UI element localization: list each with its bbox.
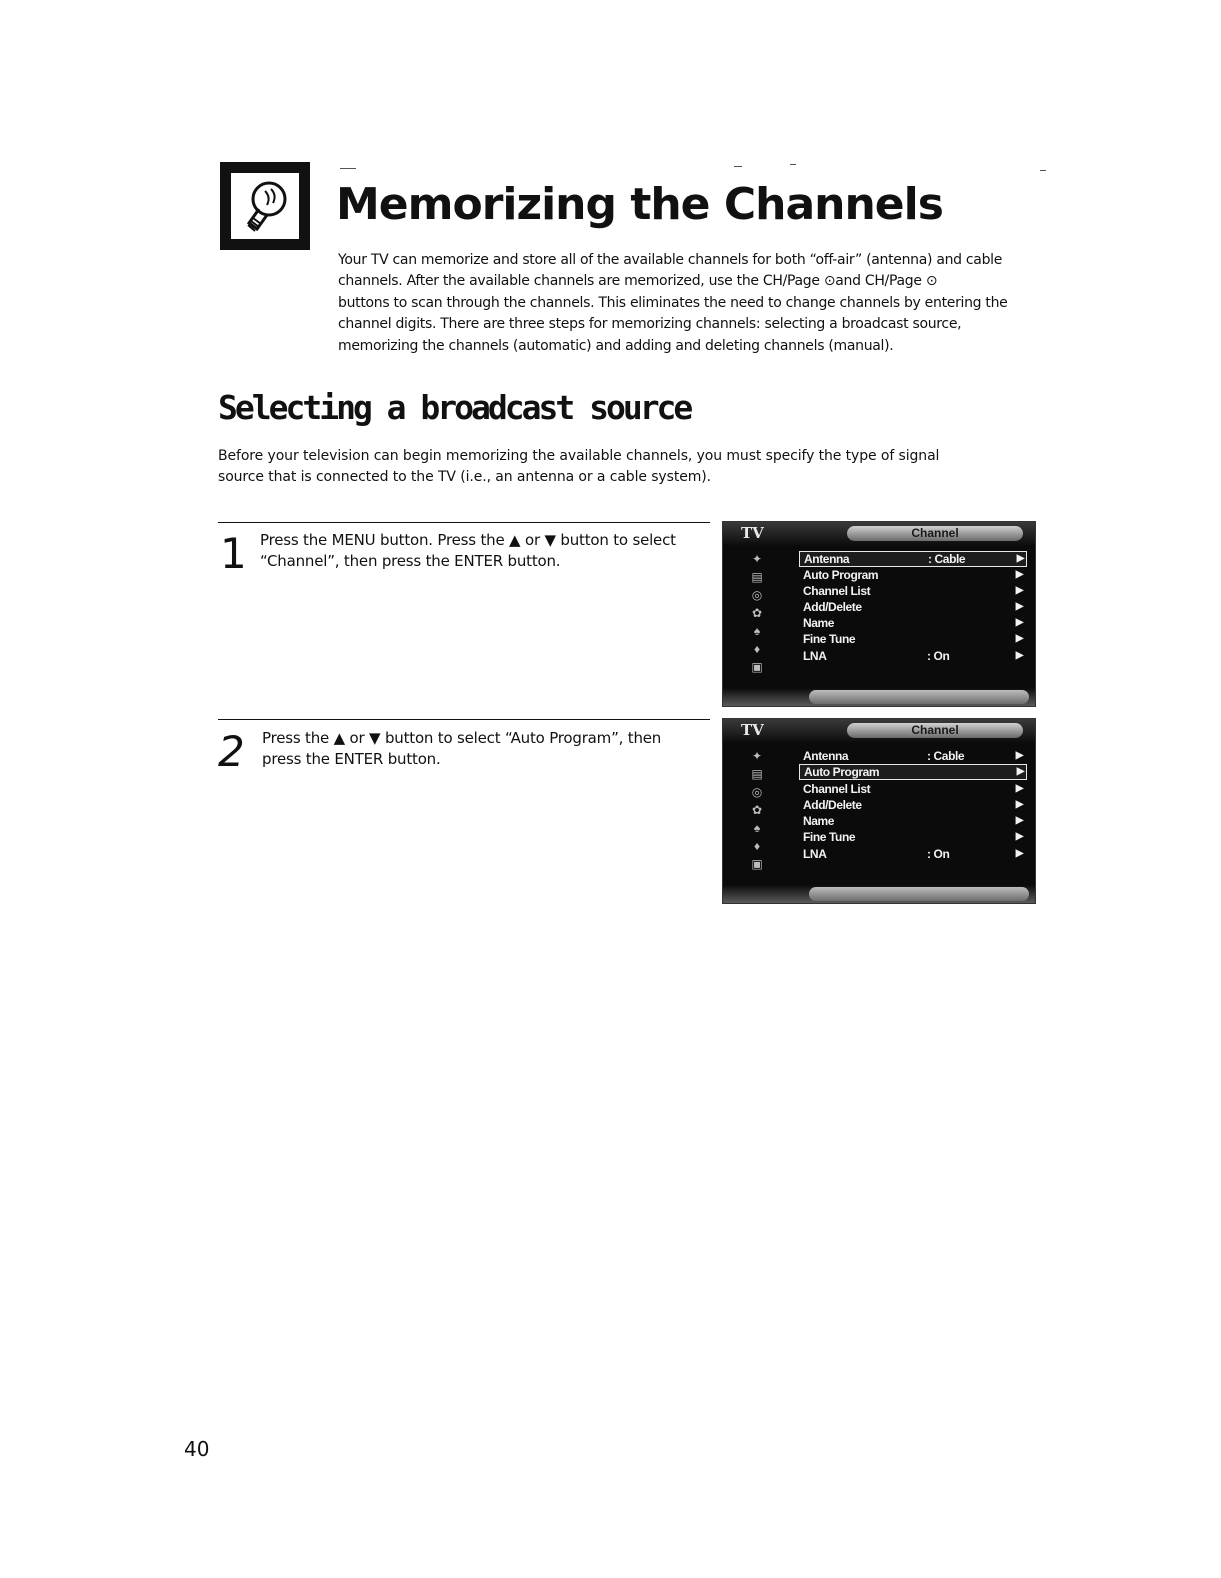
setup-icon: ✿	[751, 606, 763, 620]
menu-item-label: Name	[803, 814, 835, 828]
menu-item-lna	[799, 846, 1025, 862]
arrow-right-icon: ▶	[1015, 569, 1023, 580]
arrow-right-icon: ▶	[1016, 766, 1024, 777]
menu-item-label: Add/Delete	[803, 798, 862, 812]
menu-item-fine-tune	[799, 829, 1025, 845]
menu-item-antenna	[799, 748, 1025, 764]
arrow-right-icon: ▶	[1015, 815, 1023, 826]
arrow-right-icon: ▶	[1015, 750, 1023, 761]
arrow-right-icon: ▶	[1015, 783, 1023, 794]
page-title: Memorizing the Channels	[336, 179, 943, 230]
tv-label: TV	[741, 721, 764, 739]
menu-item-label: Channel List	[803, 782, 871, 796]
menu-item-label: Channel List	[803, 584, 871, 598]
arrow-right-icon: ▶	[1015, 601, 1023, 612]
section-intro-line: source that is connected to the TV (i.e., an antenna or a cable system).	[218, 469, 711, 485]
step-line: “Channel”, then press the ENTER button.	[260, 552, 561, 570]
menu-item-name	[799, 615, 1025, 631]
menu-item-value: : Cable	[927, 749, 965, 763]
intro-line: memorizing the channels (automatic) and adding and deleting channels (manual).	[338, 337, 894, 354]
lightbulb-icon	[220, 162, 310, 250]
section-heading: Selecting a broadcast source	[218, 388, 691, 427]
intro-paragraph	[338, 250, 1038, 357]
step-instructions	[262, 728, 712, 770]
arrow-right-icon: ▶	[1015, 617, 1023, 628]
page-number: 40	[184, 1437, 210, 1461]
arrow-right-icon: ▶	[1015, 585, 1023, 596]
tv-menu-screenshot	[722, 718, 1036, 904]
menu-item-label: Name	[803, 616, 835, 630]
step-line: press the ENTER button.	[262, 750, 441, 768]
menu-item-channel-list	[799, 583, 1025, 599]
menu-bottom-bar	[723, 688, 1035, 706]
menu-item-label: Antenna	[804, 552, 850, 566]
channel-icon: ◎	[751, 588, 763, 602]
scan-speck	[734, 166, 742, 167]
menu-item-label: Auto Program	[804, 765, 880, 779]
feature-icon: ♦	[753, 839, 761, 853]
arrow-right-icon: ▶	[1016, 553, 1024, 564]
menu-item-add-delete	[799, 599, 1025, 615]
menu-item-label: LNA	[803, 847, 827, 861]
menu-item-auto-program	[799, 567, 1025, 583]
menu-side-icons	[745, 749, 775, 875]
step-number: 1	[220, 529, 247, 578]
menu-item-channel-list	[799, 781, 1025, 797]
menu-item-add-delete	[799, 797, 1025, 813]
menu-item-auto-program	[799, 764, 1027, 780]
menu-item-value: : Cable	[928, 552, 966, 566]
scan-speck	[1040, 170, 1046, 171]
sound-icon: ▤	[751, 767, 763, 781]
intro-line: buttons to scan through the channels. This eliminates the need to change channels by entering the	[338, 294, 1008, 311]
step-line: Press the MENU button. Press the ▲ or ▼ button to select	[260, 531, 676, 549]
intro-line: channels. After the available channels are memorized, use the CH/Page ⊙and CH/Page ⊙	[338, 273, 938, 290]
step-divider	[218, 719, 710, 720]
step-instructions	[260, 530, 720, 572]
step-number: 2	[218, 727, 245, 776]
menu-item-name	[799, 813, 1025, 829]
tv-label: TV	[741, 524, 764, 542]
picture-icon: ✦	[751, 749, 763, 763]
menu-item-label: Fine Tune	[803, 632, 856, 646]
menu-item-label: Add/Delete	[803, 600, 862, 614]
step-line: Press the ▲ or ▼ button to select “Auto Program”, then	[262, 729, 662, 747]
intro-line: Your TV can memorize and store all of the available channels for both “off-air” (antenna) and cable	[338, 252, 1003, 268]
menu-bottom-bar	[723, 885, 1035, 903]
tab-channel: Channel	[847, 723, 1023, 738]
menu-item-fine-tune	[799, 631, 1025, 647]
feature-icon: ♦	[753, 642, 761, 656]
menu-item-antenna	[799, 551, 1027, 567]
tab-channel: Channel	[847, 526, 1023, 541]
arrow-right-icon: ▶	[1015, 831, 1023, 842]
section-intro-line: Before your television can begin memorizing the available channels, you must specify the type of signal	[218, 448, 940, 464]
arrow-right-icon: ▶	[1015, 799, 1023, 810]
section-intro	[218, 446, 1048, 488]
tv-menu-screenshot	[722, 521, 1036, 707]
picture-icon: ✦	[751, 552, 763, 566]
scan-speck	[790, 164, 796, 165]
channel-icon: ◎	[751, 785, 763, 799]
tv-mode-icon: ▣	[751, 660, 763, 674]
intro-line: channel digits. There are three steps for memorizing channels: selecting a broadcast source,	[338, 316, 962, 333]
menu-item-value: : On	[927, 649, 950, 663]
menu-side-icons	[745, 552, 775, 678]
menu-help-bar	[809, 887, 1029, 901]
menu-item-lna	[799, 648, 1025, 664]
menu-help-bar	[809, 690, 1029, 704]
menu-item-label: Fine Tune	[803, 830, 856, 844]
sound-icon: ▤	[751, 570, 763, 584]
menu-item-label: Auto Program	[803, 568, 879, 582]
menu-item-value: : On	[927, 847, 950, 861]
tv-mode-icon: ▣	[751, 857, 763, 871]
arrow-right-icon: ▶	[1015, 633, 1023, 644]
scan-speck	[340, 168, 356, 169]
input-icon: ♠	[753, 821, 761, 835]
setup-icon: ✿	[751, 803, 763, 817]
menu-item-label: LNA	[803, 649, 827, 663]
menu-item-label: Antenna	[803, 749, 849, 763]
step-divider	[218, 522, 710, 523]
arrow-right-icon: ▶	[1015, 650, 1023, 661]
input-icon: ♠	[753, 624, 761, 638]
arrow-right-icon: ▶	[1015, 848, 1023, 859]
